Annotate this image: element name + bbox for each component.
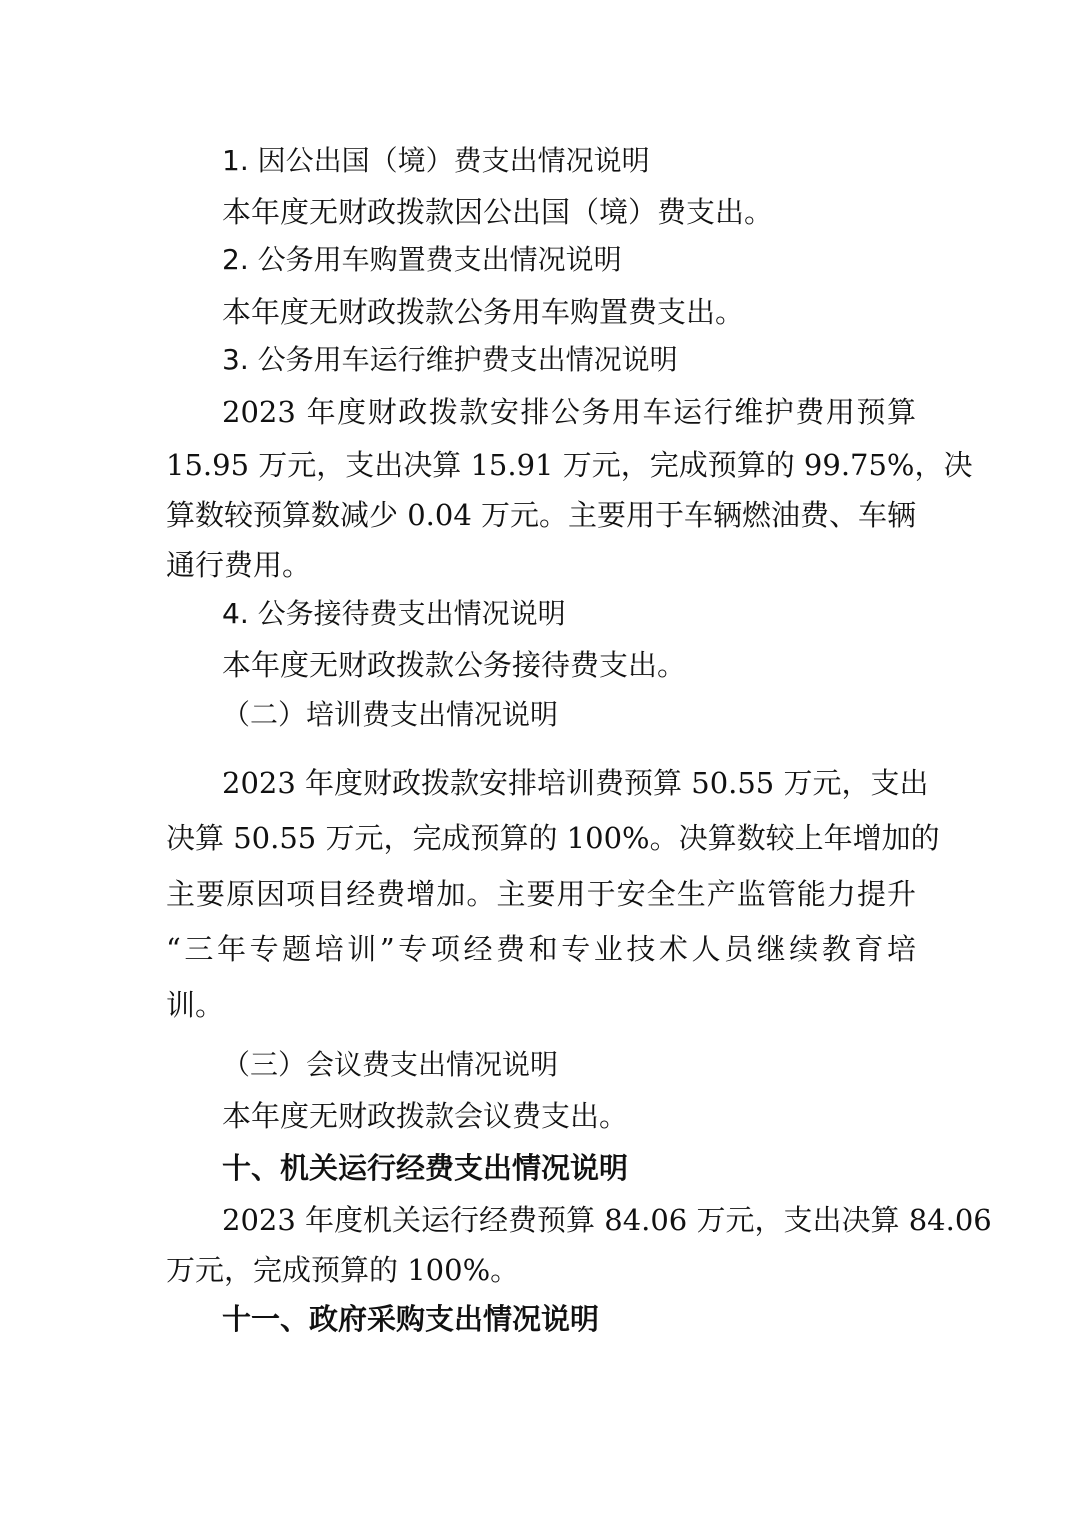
paragraph-line: 训。 [166, 988, 225, 1022]
paragraph-line: “三年专题培训”专项经费和专业技术人员继续教育培 [166, 932, 916, 966]
heading-operating-expenses: 十、机关运行经费支出情况说明 [222, 1151, 629, 1185]
paragraph-overseas-travel: 本年度无财政拨款因公出国（境）费支出。 [222, 195, 774, 229]
heading-government-procurement: 十一、政府采购支出情况说明 [222, 1302, 600, 1336]
paragraph-line: 万元，完成预算的 100%。 [166, 1253, 520, 1287]
paragraph-line: 15.95 万元，支出决算 15.91 万元，完成预算的 99.75%，决 [166, 448, 973, 482]
heading-training: （二）培训费支出情况说明 [222, 698, 559, 731]
paragraph-vehicle-purchase: 本年度无财政拨款公务用车购置费支出。 [222, 295, 745, 329]
heading-vehicle-purchase: 2. 公务用车购置费支出情况说明 [222, 243, 622, 276]
heading-meeting: （三）会议费支出情况说明 [222, 1048, 559, 1081]
paragraph-line: 通行费用。 [166, 548, 312, 582]
paragraph-meeting: 本年度无财政拨款会议费支出。 [222, 1099, 629, 1133]
paragraph-line: 主要原因项目经费增加。主要用于安全生产监管能力提升 [166, 877, 916, 911]
paragraph-line: 算数较预算数减少 0.04 万元。主要用于车辆燃油费、车辆 [166, 498, 917, 532]
heading-reception: 4. 公务接待费支出情况说明 [222, 597, 566, 630]
paragraph-line: 2023 年度财政拨款安排公务用车运行维护费用预算 [222, 395, 916, 429]
paragraph-line: 2023 年度机关运行经费预算 84.06 万元，支出决算 84.06 [222, 1203, 992, 1237]
paragraph-line: 2023 年度财政拨款安排培训费预算 50.55 万元，支出 [222, 766, 929, 800]
heading-overseas-travel: 1. 因公出国（境）费支出情况说明 [222, 144, 650, 177]
heading-vehicle-maintenance: 3. 公务用车运行维护费支出情况说明 [222, 343, 678, 376]
paragraph-reception: 本年度无财政拨款公务接待费支出。 [222, 648, 687, 682]
paragraph-line: 决算 50.55 万元，完成预算的 100%。决算数较上年增加的 [166, 821, 940, 855]
